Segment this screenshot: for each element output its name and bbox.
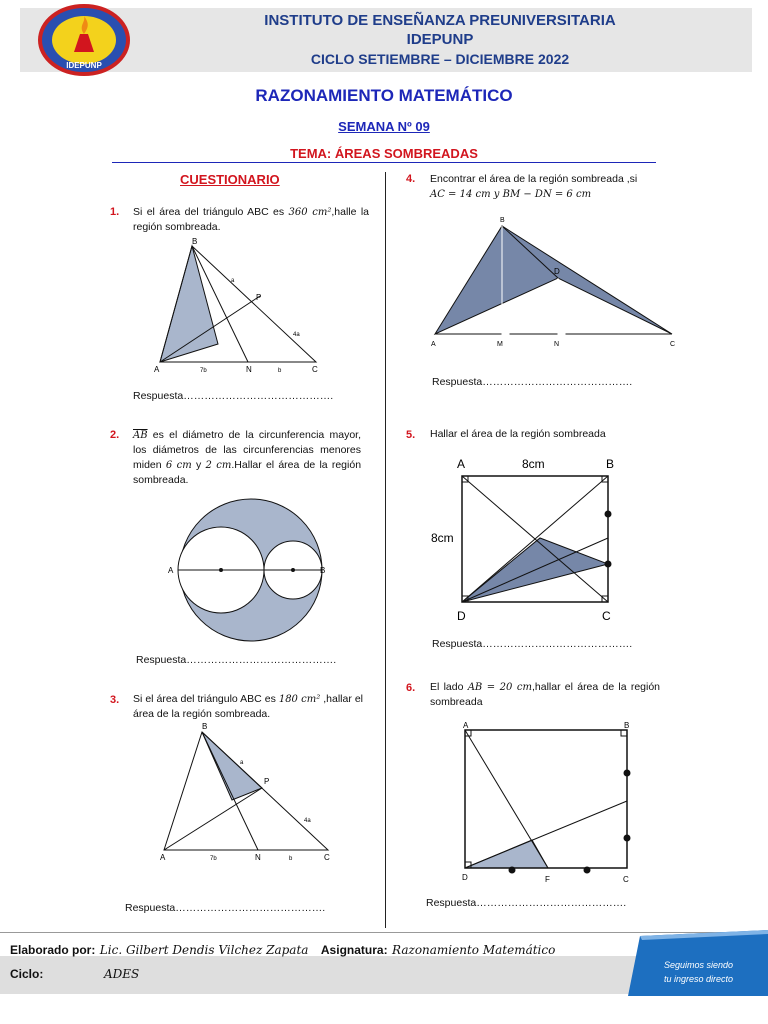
svg-text:A: A — [160, 853, 166, 862]
svg-text:C: C — [670, 341, 676, 348]
svg-text:B: B — [606, 457, 615, 471]
svg-text:b: b — [278, 368, 282, 374]
q3-text: Si el área del triángulo ABC es 180 cm² ,hallar el área de la región sombreada. — [133, 693, 364, 720]
q2-figure — [165, 496, 337, 646]
topic-label: TEMA: ÁREAS SOMBREADAS — [290, 146, 478, 161]
week-label: SEMANA Nº 09 — [338, 119, 430, 134]
q4-response: Respuesta……………………………………. — [432, 376, 633, 388]
q5-figure — [426, 452, 626, 628]
header-divider — [112, 162, 656, 163]
svg-text:A: A — [431, 341, 436, 348]
q3-number: 3. — [110, 694, 120, 706]
footer-cycle-value: ADES — [104, 967, 140, 981]
q1-shaded-region — [160, 246, 218, 362]
q4-text: Encontrar el área de la región sombreada ,si AC = 14 cm y BM − DN = 6 cm — [430, 173, 638, 200]
q3-figure — [152, 720, 336, 866]
q1-number: 1. — [110, 206, 120, 218]
q2-number: 2. — [110, 429, 120, 441]
svg-text:8cm: 8cm — [522, 457, 545, 471]
section-title: CUESTIONARIO — [180, 172, 280, 187]
q6-number: 6. — [406, 682, 416, 694]
svg-text:C: C — [312, 365, 318, 374]
q6-text: El lado AB = 20 cm,hallar el área de la región sombreada — [430, 681, 661, 708]
q6-response: Respuesta……………………………………. — [426, 897, 627, 909]
svg-text:b: b — [289, 856, 293, 862]
q6-shaded-region — [465, 840, 548, 868]
svg-text:A: A — [154, 365, 160, 374]
svg-text:4a: 4a — [293, 332, 300, 338]
svg-text:D: D — [457, 609, 466, 623]
svg-text:4a: 4a — [304, 818, 311, 824]
svg-text:a: a — [240, 760, 244, 766]
q1-text: Si el área del triángulo ABC es 360 cm²,halle la región sombreada. — [133, 206, 369, 233]
svg-text:Seguimos siendo: Seguimos siendo — [664, 960, 734, 970]
svg-text:B: B — [202, 722, 208, 731]
svg-text:7b: 7b — [210, 856, 217, 862]
footer-cycle-label: Ciclo: — [10, 967, 44, 981]
institute-name: INSTITUTO DE ENSEÑANZA PREUNIVERSITARIA — [264, 12, 616, 29]
svg-text:D: D — [554, 267, 560, 276]
q5-number: 5. — [406, 429, 416, 441]
q4-figure — [424, 212, 684, 352]
institute-acronym: IDEPUNP — [406, 31, 474, 48]
svg-text:P: P — [256, 293, 262, 302]
svg-text:A: A — [463, 721, 469, 730]
svg-text:M: M — [497, 341, 503, 348]
page-title: RAZONAMIENTO MATEMÁTICO — [255, 86, 513, 105]
q5-text: Hallar el área de la región sombreada — [430, 428, 606, 440]
slogan-badge — [628, 930, 768, 996]
svg-text:A: A — [168, 566, 174, 575]
svg-text:N: N — [246, 365, 252, 374]
svg-text:tu ingreso directo: tu ingreso directo — [664, 974, 734, 984]
svg-text:B: B — [624, 721, 630, 730]
svg-text:B: B — [320, 566, 326, 575]
svg-text:B: B — [192, 237, 198, 246]
q5-response: Respuesta……………………………………. — [432, 638, 633, 650]
svg-text:a: a — [231, 278, 235, 284]
svg-text:8cm: 8cm — [431, 531, 454, 545]
q2-response: Respuesta……………………………………. — [136, 654, 337, 666]
q3-response: Respuesta……………………………………. — [125, 902, 326, 914]
svg-text:B: B — [500, 217, 505, 224]
svg-text:N: N — [255, 853, 261, 862]
svg-text:P: P — [264, 777, 270, 786]
svg-text:C: C — [324, 853, 330, 862]
svg-text:N: N — [554, 341, 560, 348]
svg-text:C: C — [602, 609, 611, 623]
q6-figure — [458, 718, 638, 886]
footer-author: Elaborado por: Lic. Gilbert Dendis Vilchez Zapata Asignatura: Razonamiento Matemático — [10, 943, 556, 957]
q2-text: $\overline{AB}$ es el diámetro de la circunferencia mayor, los diámetros de las circunferencias menores miden 6 cm y 2 cm.Hallar el área de la región sombreada. — [133, 429, 362, 486]
q4-shaded-region — [435, 226, 672, 334]
svg-text:A: A — [457, 457, 466, 471]
torch-shield-icon — [30, 4, 138, 76]
svg-text:C: C — [623, 875, 629, 884]
q1-figure — [148, 234, 328, 376]
q3-shaded-region — [202, 732, 262, 800]
cycle-title: CICLO SETIEMBRE – DICIEMBRE 2022 — [310, 51, 570, 67]
q4-number: 4. — [406, 173, 416, 185]
column-divider — [385, 172, 386, 928]
q1-response: Respuesta……………………………………. — [133, 390, 334, 402]
svg-text:7b: 7b — [200, 368, 207, 374]
svg-text:D: D — [462, 873, 468, 882]
svg-text:F: F — [545, 875, 550, 884]
logo-text: IDEPUNP — [66, 61, 102, 70]
